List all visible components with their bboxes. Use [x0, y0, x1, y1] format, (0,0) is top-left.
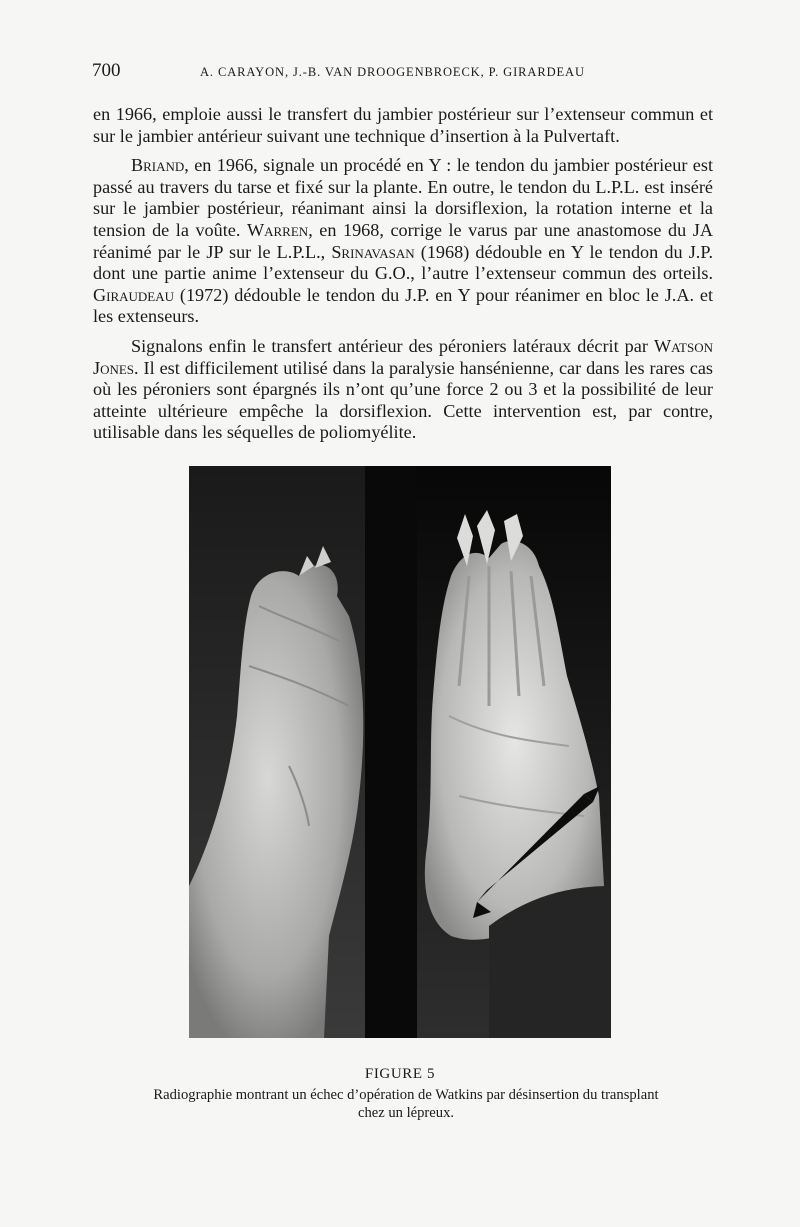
running-head-authors: A. CARAYON, J.-B. VAN DROOGENBROECK, P. GIRARDEAU: [200, 65, 585, 79]
paragraph-3-text-1: Signalons enfin le transfert antérieur des péroniers latéraux décrit par: [131, 335, 654, 356]
film-divider: [365, 466, 417, 1038]
figure-label: FIGURE 5: [364, 1066, 436, 1082]
paragraph-1: en 1966, emploie aussi le transfert du jambier postérieur sur l’extenseur commun et sur le jambier antérieur suivant une technique d’insertion à la Pulvertaft.: [93, 104, 713, 146]
page-number: 700: [92, 60, 121, 81]
paragraph-2-text-4: (1972) dédouble le tendon du J.P. en Y pour réanimer en bloc le J.A. et les extenseurs.: [93, 284, 713, 327]
paragraph-2: [93, 155, 713, 328]
author-briand: Briand: [131, 155, 185, 176]
author-watson-jones: Watson Jones: [93, 335, 713, 378]
author-srinavasan: Srinavasan: [331, 241, 415, 262]
page-header: [92, 60, 732, 86]
paragraph-2-text-2: , en 1968, corrige le varus par une anastomose du JA réanimé par le JP sur le L.P.L.,: [93, 219, 713, 262]
author-giraudeau: Giraudeau: [93, 284, 175, 305]
author-warren: Warren: [246, 219, 309, 240]
paragraph-2-text-3: (1968) dédouble en Y le tendon du J.P. dont une partie anime l’extenseur du G.O., l’autre l’extenseur commun des orteils.: [93, 241, 713, 284]
paragraph-3: [93, 336, 713, 444]
radiograph-image: [189, 466, 611, 1038]
article-body: [93, 104, 713, 444]
figure-caption: Radiographie montrant un échec d’opération de Watkins par désinsertion du transplant chez un lépreux.: [153, 1087, 659, 1121]
radiograph-figure: [189, 466, 611, 1038]
paragraph-3-text-2: . Il est difficilement utilisé dans la paralysie hansénienne, car dans les rares cas où les péroniers sont épargnés ils n’ont qu’une force 2 ou 3 et la possibilité de leur atteinte ultérieure empêche la dorsiflexion. Cette intervention est, par contre, utilisable dans les séquelles de poliomyélite.: [93, 357, 713, 443]
paragraph-2-text-1: , en 1966, signale un procédé en Y : le tendon du jambier postérieur est passé au travers du tarse et fixé sur la plante. En outre, le tendon du L.P.L. est inséré sur le jambier postérieur, réanimant ainsi la dorsiflexion, la rotation interne et la tension de la voûte.: [93, 155, 713, 240]
